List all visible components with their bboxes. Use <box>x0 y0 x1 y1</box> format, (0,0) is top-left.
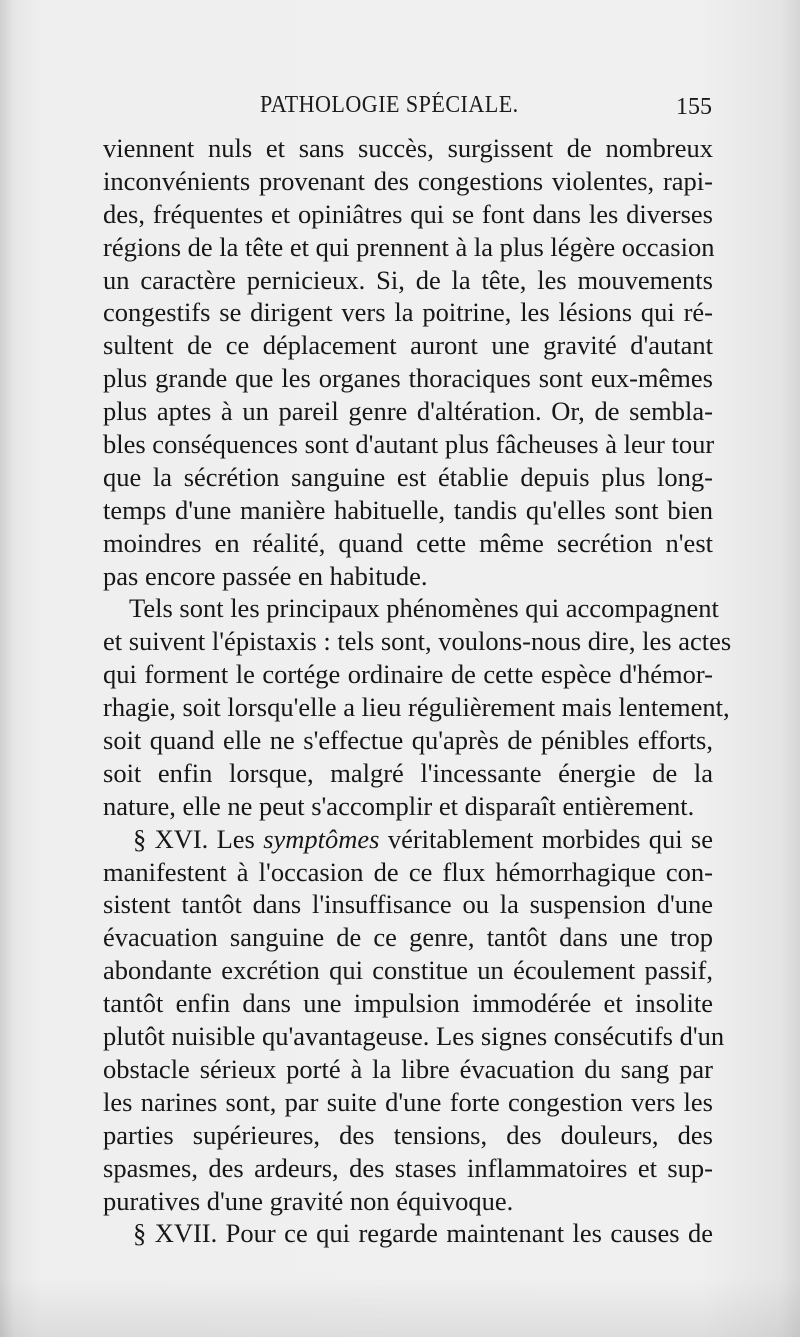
italic-term: symptômes <box>263 823 380 854</box>
text-line: rhagie, soit lorsqu'elle a lieu régulièrement mais lentement, <box>103 692 730 723</box>
text-line: obstacle sérieux porté à la libre évacuation du sang par <box>103 1053 713 1084</box>
text-line: soit enfin lorsque, malgré l'incessante énergie de la <box>103 757 713 788</box>
text-line: spasmes, des ardeurs, des stases inflammatoires et sup- <box>103 1152 713 1183</box>
text-line: congestifs se dirigent vers la poitrine, les lésions qui ré- <box>103 297 713 328</box>
text-line: nature, elle ne peut s'accomplir et disparaît entièrement. <box>103 790 695 821</box>
section-label: § XVI. Les <box>133 823 255 854</box>
text-line: plutôt nuisible qu'avantageuse. Les signes consécutifs d'un <box>103 1021 725 1052</box>
text-line: qui forment le cortége ordinaire de cette espèce d'hémor- <box>103 659 713 690</box>
text-line: sultent de ce déplacement auront une gravité d'autant <box>103 330 713 361</box>
text-line: pas encore passée en habitude. <box>103 560 428 591</box>
body-text <box>103 132 732 1250</box>
page-shadow <box>0 1277 800 1337</box>
text-line: les narines sont, par suite d'une forte congestion vers les <box>103 1086 713 1117</box>
text-line: bles conséquences sont d'autant plus fâcheuses à leur tour <box>103 429 715 460</box>
section-heading-line: § XVII. Pour ce qui regarde maintenant les causes de <box>133 1218 713 1249</box>
text-line: manifestent à l'occasion de ce flux hémorrhagique con- <box>103 856 713 887</box>
text-line: sistent tantôt dans l'insuffisance ou la suspension d'une <box>103 889 713 920</box>
text-line: plus aptes à un pareil genre d'altération. Or, de sembla- <box>103 396 713 427</box>
text-line: un caractère pernicieux. Si, de la tête, les mouvements <box>103 264 713 295</box>
text-line: inconvénients provenant des congestions violentes, rapi- <box>103 165 713 196</box>
running-title: PATHOLOGIE SPÉCIALE. <box>260 92 519 118</box>
text-line: que la sécrétion sanguine est établie depuis plus long- <box>103 461 713 492</box>
text-line: temps d'une manière habituelle, tandis qu'elles sont bien <box>103 494 713 525</box>
text-line: puratives d'une gravité non équivoque. <box>103 1185 514 1216</box>
section-line-rest: véritablement morbides qui se <box>379 823 714 854</box>
section-heading-line <box>103 823 713 856</box>
text-line: évacuation sanguine de ce genre, tantôt dans une trop <box>103 922 713 953</box>
page-header <box>100 92 712 126</box>
text-line: parties supérieures, des tensions, des douleurs, des <box>103 1119 713 1150</box>
text-line: soit quand elle ne s'effectue qu'après de pénibles efforts, <box>103 725 713 756</box>
text-line: moindres en réalité, quand cette même secrétion n'est <box>103 527 713 558</box>
text-line: tantôt enfin dans une impulsion immodérée et insolite <box>103 988 713 1019</box>
paragraph-start-line: Tels sont les principaux phénomènes qui accompagnent <box>129 593 719 624</box>
page-number: 155 <box>676 94 712 120</box>
text-line: viennent nuls et sans succès, surgissent de nombreux <box>103 133 713 163</box>
text-line: abondante excrétion qui constitue un écoulement passif, <box>103 955 713 986</box>
text-line: et suivent l'épistaxis : tels sont, voulons-nous dire, les actes <box>103 626 732 657</box>
text-line: plus grande que les organes thoraciques sont eux-mêmes <box>103 363 713 394</box>
text-line: des, fréquentes et opiniâtres qui se font dans les diverses <box>103 198 713 229</box>
text-line: régions de la tête et qui prennent à la plus légère occasion <box>103 231 715 262</box>
